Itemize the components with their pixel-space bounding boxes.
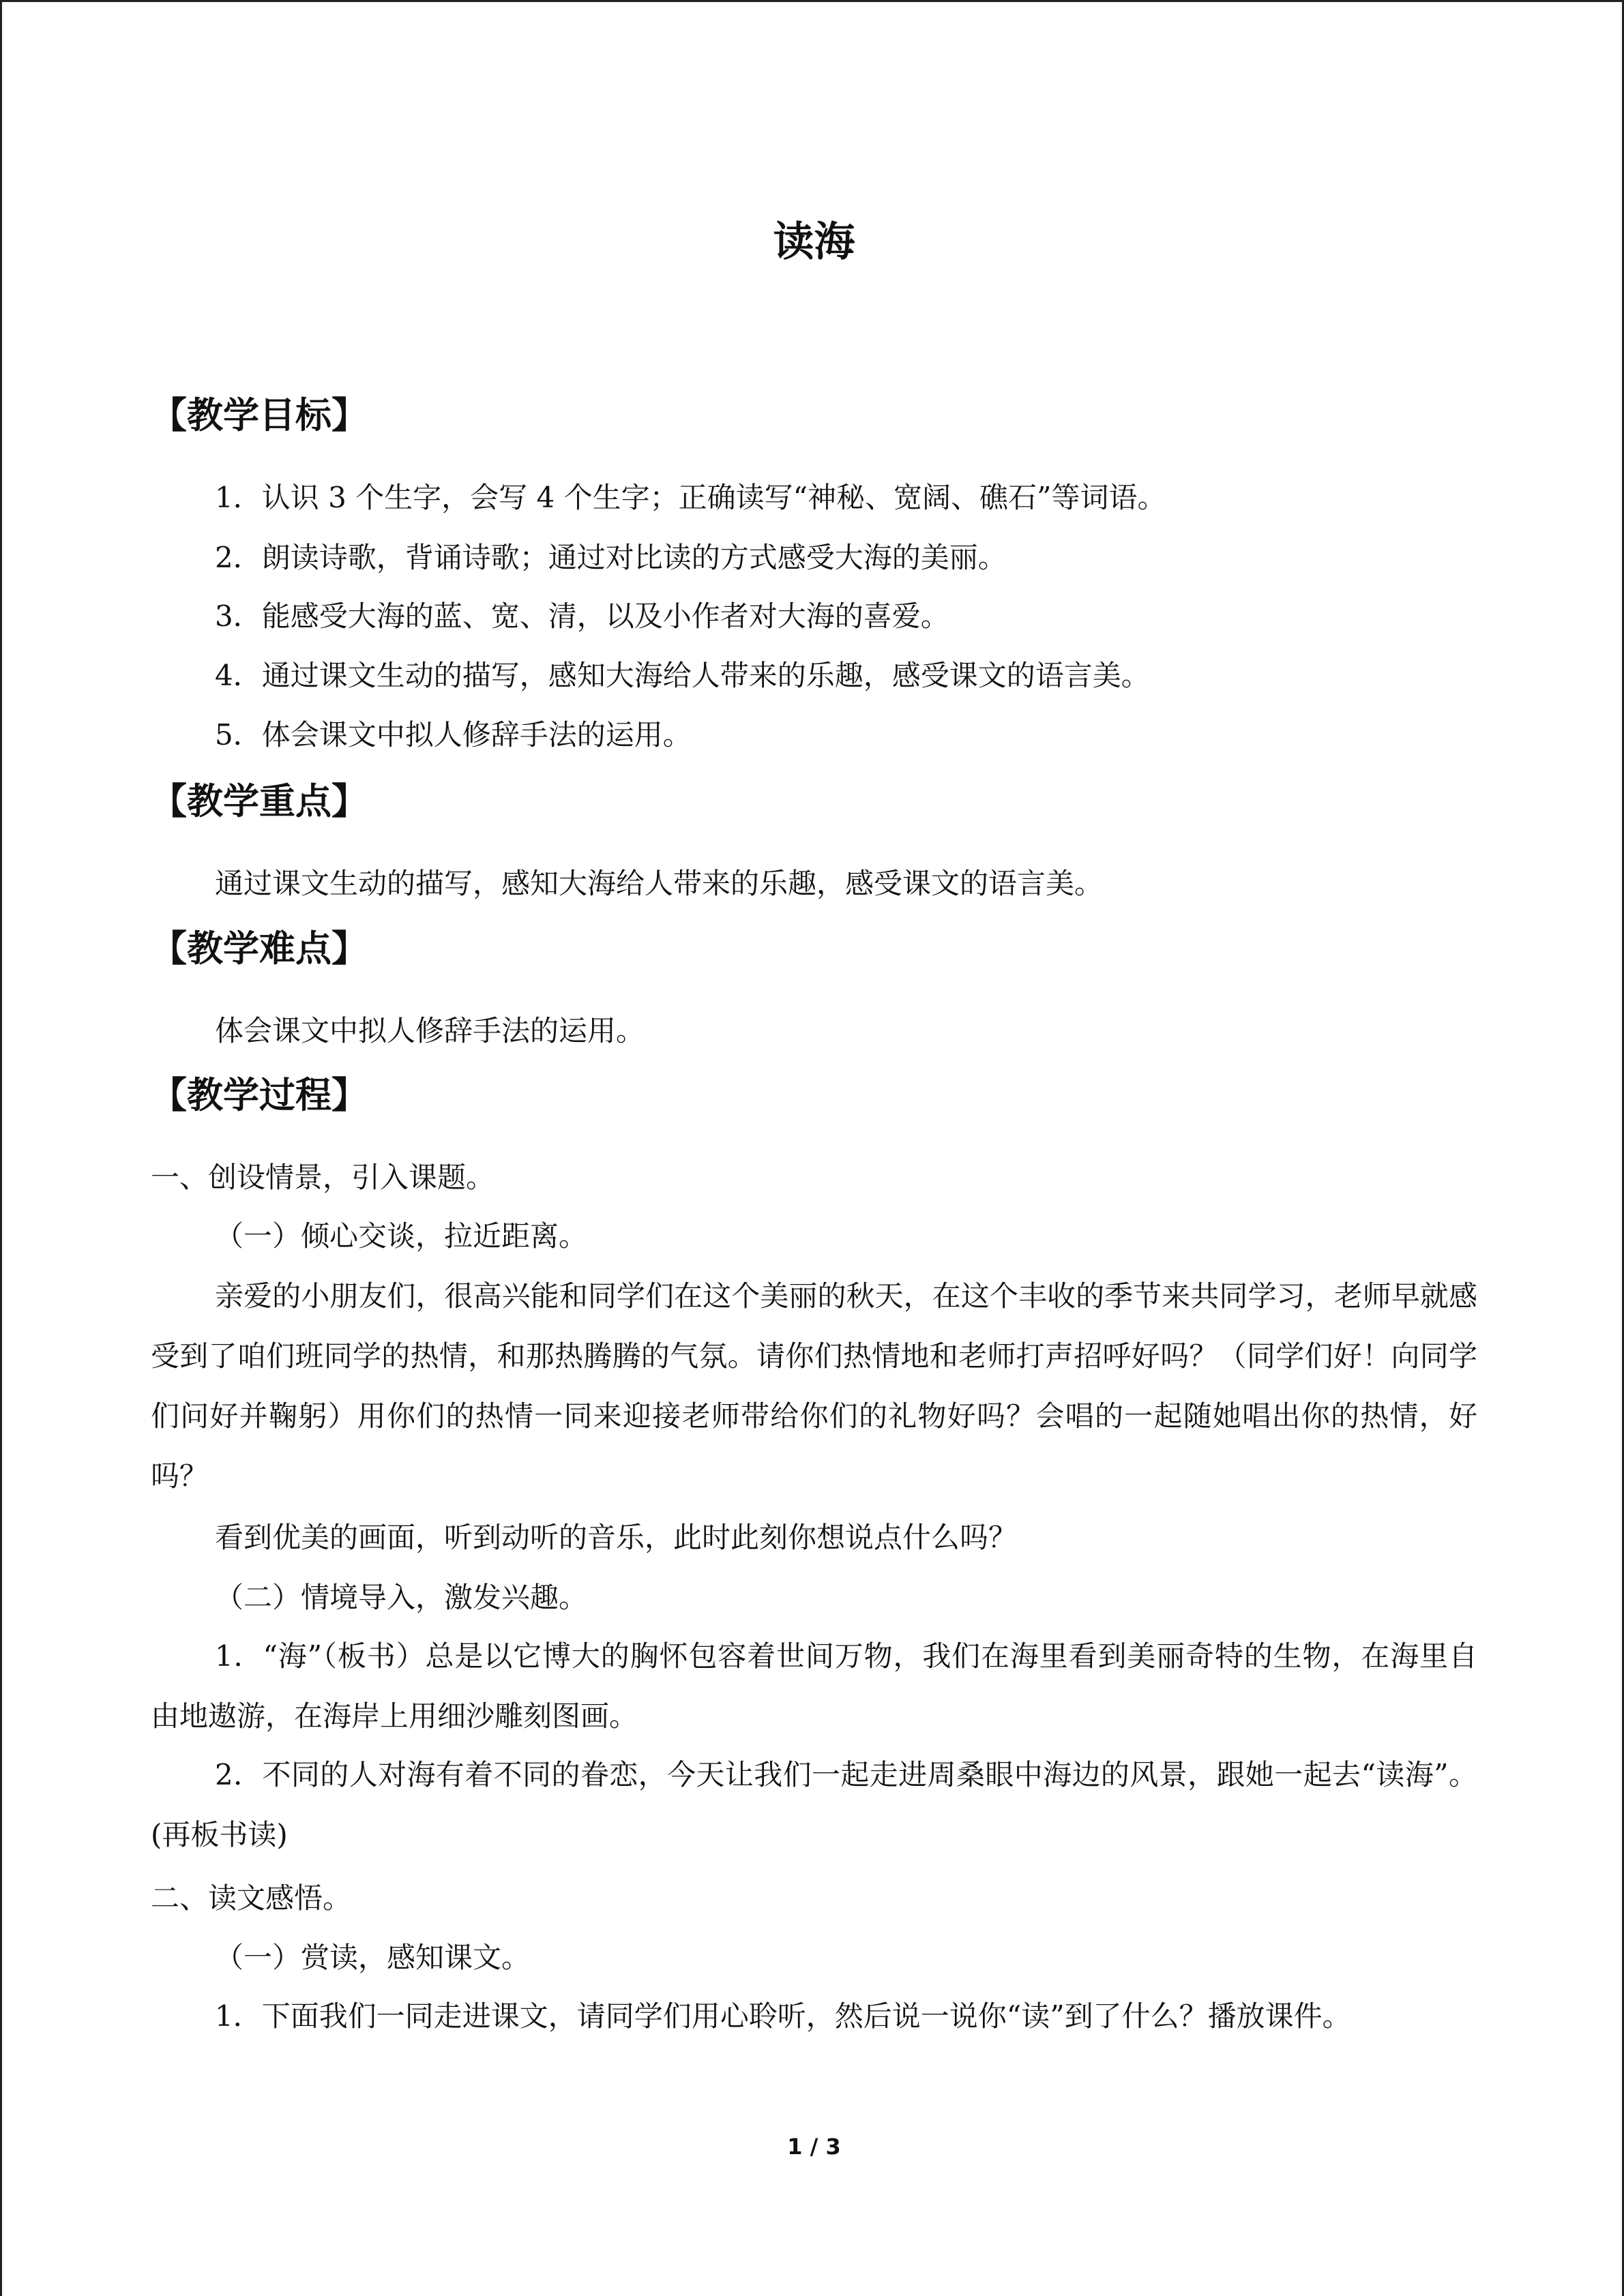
difficulty-text: 体会课文中拟人修辞手法的运用。	[215, 1014, 645, 1047]
objective-item-1: 1．认识 3 个生字，会写 4 个生字；正确读写“神秘、宽阔、礁石”等词语。	[215, 481, 1166, 514]
process-part2-sub1: （一）赏读，感知课文。	[215, 1941, 531, 1974]
process-part2-title: 二、读文感悟。	[151, 1881, 352, 1915]
process-part1-item2: 2．不同的人对海有着不同的眷恋，今天让我们一起走进周桑眼中海边的风景，跟她一起去“读海”。(再板书读)	[151, 1758, 1477, 1851]
process-part1-title: 一、创设情景，引入课题。	[151, 1161, 495, 1194]
key-points-text: 通过课文生动的描写，感知大海给人带来的乐趣，感受课文的语言美。	[215, 867, 1104, 900]
process-part1-para1: 亲爱的小朋友们，很高兴能和同学们在这个美丽的秋天，在这个丰收的季节来共同学习，老师早就感受到了咱们班同学的热情，和那热腾腾的气氛。请你们热情地和老师打声招呼好吗？（同学们好！向同学们问好并鞠躬）用你们的热情一同来迎接老师带给你们的礼物好吗？会唱的一起随她唱出你的热情，好吗？	[151, 1279, 1477, 1493]
objective-item-4: 4．通过课文生动的描写，感知大海给人带来的乐趣，感受课文的语言美。	[215, 659, 1150, 692]
document-title: 读海	[773, 218, 855, 266]
difficulty-heading: 【教学难点】	[151, 928, 368, 970]
process-part2-item1: 1．下面我们一同走进课文，请同学们用心聆听，然后说一说你“读”到了什么？播放课件。	[215, 1999, 1351, 2033]
objective-item-3: 3．能感受大海的蓝、宽、清，以及小作者对大海的喜爱。	[215, 599, 949, 633]
page-number: 1 / 3	[787, 2134, 841, 2160]
objective-item-2: 2．朗读诗歌，背诵诗歌；通过对比读的方式感受大海的美丽。	[215, 541, 1007, 574]
objective-item-5: 5．体会课文中拟人修辞手法的运用。	[215, 718, 692, 751]
process-part1-para2: 看到优美的画面，听到动听的音乐，此时此刻你想说点什么吗？	[215, 1521, 1018, 1554]
process-part1-item1: 1．“海”（板书）总是以它博大的胸怀包容着世间万物，我们在海里看到美丽奇特的生物，在海里自由地遨游，在海岸上用细沙雕刻图画。	[151, 1639, 1477, 1733]
key-points-heading: 【教学重点】	[151, 781, 368, 822]
process-part1-sub2: （二）情境导入，激发兴趣。	[215, 1581, 588, 1614]
objectives-heading: 【教学目标】	[151, 395, 368, 436]
process-heading: 【教学过程】	[151, 1075, 368, 1116]
process-part1-sub1: （一）倾心交谈，拉近距离。	[215, 1219, 588, 1253]
